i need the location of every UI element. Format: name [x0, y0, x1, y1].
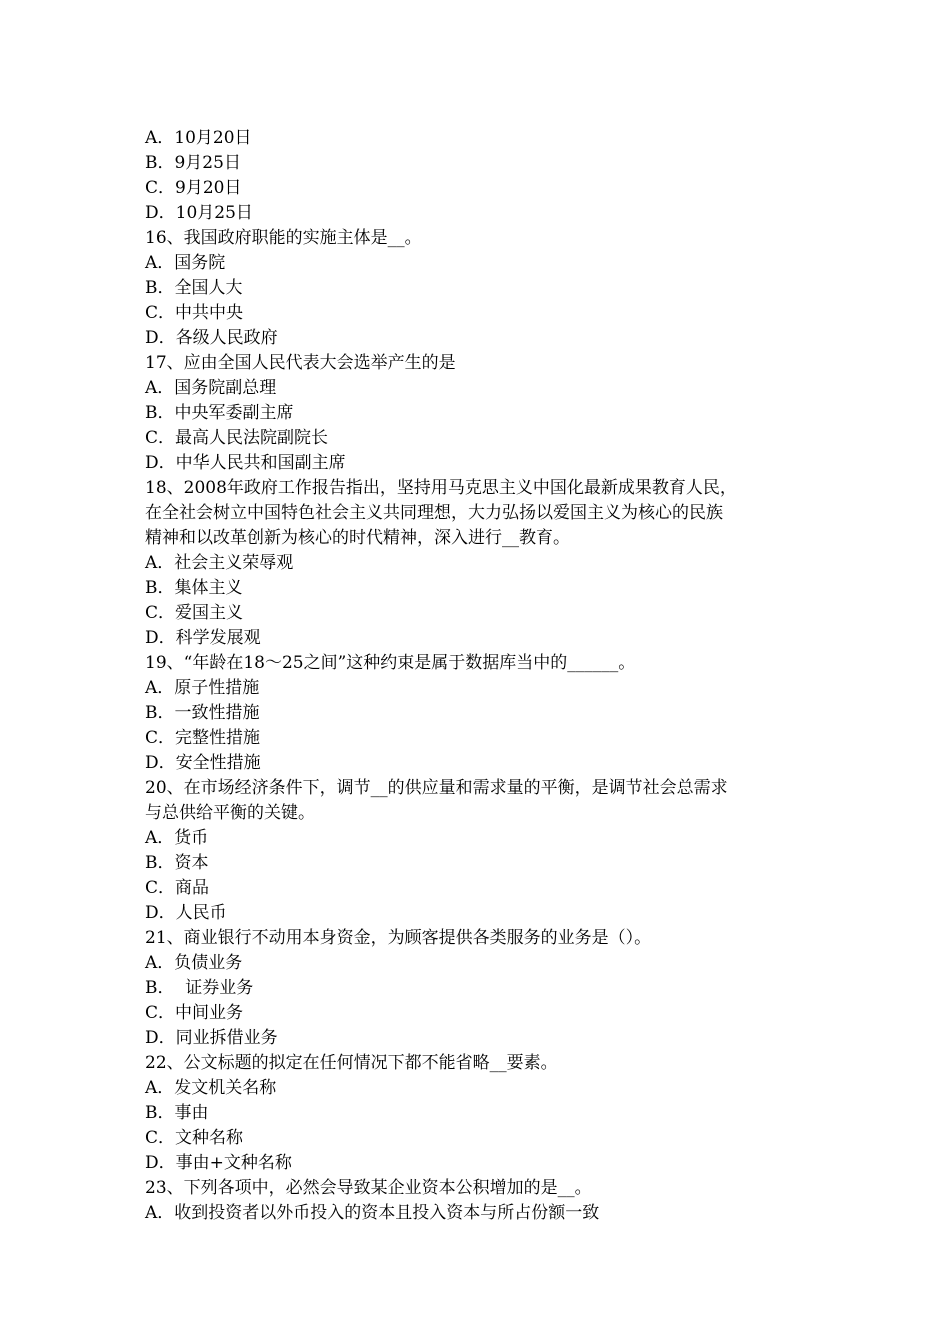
text-line: A．国务院副总理 [145, 378, 277, 398]
text-line: C．9月20日 [145, 178, 242, 198]
text-line: A．负债业务 [145, 953, 243, 973]
text-line: C．中间业务 [145, 1003, 244, 1023]
text-line: B．事由 [145, 1103, 209, 1123]
text-line: B．全国人大 [145, 278, 243, 298]
text-line: C．最高人民法院副院长 [145, 428, 329, 448]
text-line: 17、应由全国人民代表大会选举产生的是 [145, 353, 456, 373]
text-line: B．资本 [145, 853, 209, 873]
text-line: A．社会主义荣辱观 [145, 553, 294, 573]
text-line: 与总供给平衡的关键。 [145, 803, 315, 823]
text-line: C．中共中央 [145, 303, 244, 323]
text-line: B． 证券业务 [145, 978, 254, 998]
document-body [145, 126, 825, 1226]
text-line: B．中央军委副主席 [145, 403, 294, 423]
text-line: D．人民币 [145, 903, 227, 923]
text-line: A．原子性措施 [145, 678, 260, 698]
text-line: B．9月25日 [145, 153, 241, 173]
text-line: C．商品 [145, 878, 210, 898]
text-line: 23、下列各项中，必然会导致某企业资本公积增加的是__。 [145, 1178, 592, 1198]
text-line: D．同业拆借业务 [145, 1028, 278, 1048]
text-line: 22、公文标题的拟定在任何情况下都不能省略__要素。 [145, 1053, 558, 1073]
text-line: D．科学发展观 [145, 628, 261, 648]
text-line: A．货币 [145, 828, 209, 848]
text-line: 21、商业银行不动用本身资金，为顾客提供各类服务的业务是（）。 [145, 928, 652, 948]
text-line: 精神和以改革创新为核心的时代精神，深入进行__教育。 [145, 528, 570, 548]
text-line: C．文种名称 [145, 1128, 244, 1148]
text-line: A．国务院 [145, 253, 226, 273]
text-line: A．10月20日 [145, 128, 252, 148]
text-line: 18、2008年政府工作报告指出，坚持用马克思主义中国化最新成果教育人民， [145, 478, 737, 498]
text-line: D．各级人民政府 [145, 328, 278, 348]
text-line: A．收到投资者以外币投入的资本且投入资本与所占份额一致 [145, 1203, 600, 1223]
text-line: D．中华人民共和国副主席 [145, 453, 346, 473]
text-line: B．集体主义 [145, 578, 243, 598]
text-line: B．一致性措施 [145, 703, 260, 723]
text-line: D．10月25日 [145, 203, 253, 223]
text-line: C．完整性措施 [145, 728, 261, 748]
text-line: 20、在市场经济条件下，调节__的供应量和需求量的平衡，是调节社会总需求 [145, 778, 728, 798]
text-line: 19、“年龄在18～25之间”这种约束是属于数据库当中的______。 [145, 653, 636, 673]
text-line: 16、我国政府职能的实施主体是__。 [145, 228, 422, 248]
text-line: 在全社会树立中国特色社会主义共同理想，大力弘扬以爱国主义为核心的民族 [145, 503, 723, 523]
text-line: A．发文机关名称 [145, 1078, 277, 1098]
text-line: D．事由+文种名称 [145, 1153, 292, 1173]
text-line: D．安全性措施 [145, 753, 261, 773]
text-line: C．爱国主义 [145, 603, 244, 623]
